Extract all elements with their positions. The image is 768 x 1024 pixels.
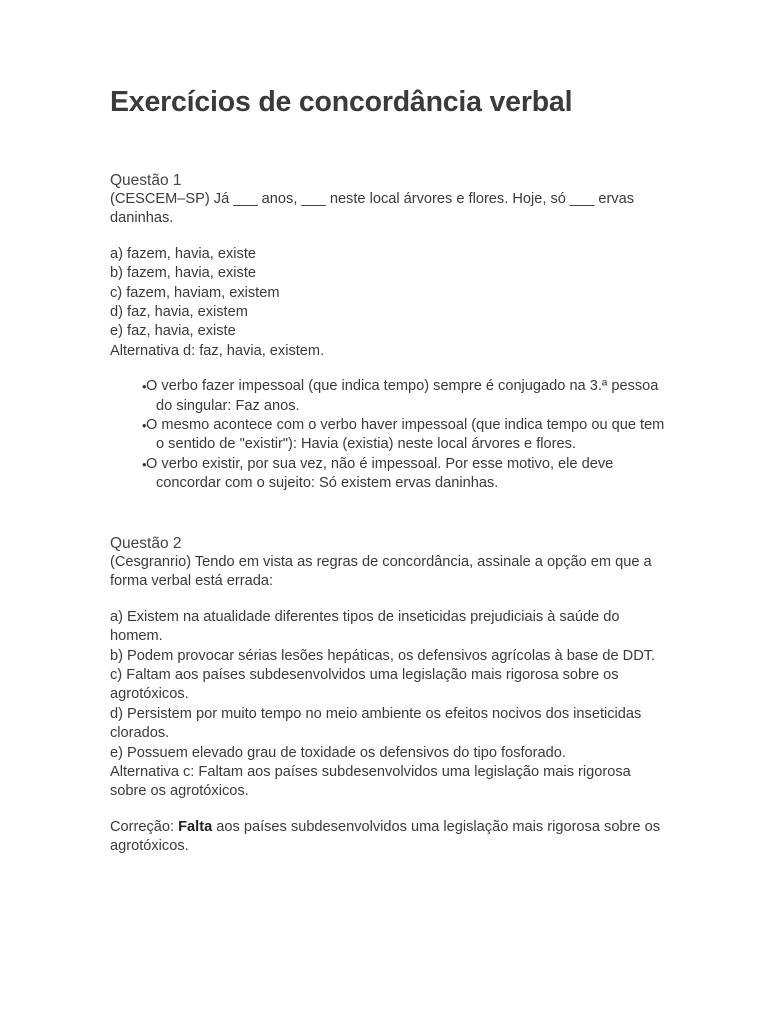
question-2-option-a: a) Existem na atualidade diferentes tipos de inseticidas prejudiciais à saúde do homem. <box>110 608 620 645</box>
question-2 <box>110 534 670 857</box>
question-2-prompt: (Cesgranrio) Tendo em vista as regras de concordância, assinale a opção em que a forma verbal está errada: <box>110 554 652 590</box>
question-1-prompt: (CESCEM–SP) Já ___ anos, ___ neste local árvores e flores. Hoje, só ___ ervas daninhas. <box>110 191 635 227</box>
correction-label: Correção: <box>110 818 175 835</box>
question-2-option-c: c) Faltam aos países subdesenvolvidos uma legislação mais rigorosa sobre os agrotóxicos. <box>110 667 619 703</box>
explanation-bullet: • O mesmo acontece com o verbo haver impessoal (que indica tempo ou que tem o sentido de "existir"): Havia (existia) neste local árvores e flores. <box>110 416 670 455</box>
question-2-option-e: e) Possuem elevado grau de toxidade os defensivos do tipo fosforado. <box>110 744 566 761</box>
question-1-option-d: d) faz, havia, existem <box>110 304 248 321</box>
correction-bold-word: Falta <box>178 818 213 835</box>
question-1-option-b: b) fazem, havia, existe <box>110 265 257 282</box>
explanation-bullet: • O verbo fazer impessoal (que indica tempo) sempre é conjugado na 3.ª pessoa do singular: Faz anos. <box>110 377 670 416</box>
page-title: Exercícios de concordância verbal <box>110 86 573 118</box>
explanation-bullet: • O verbo existir, por sua vez, não é impessoal. Por esse motivo, ele deve concordar com o sujeito: Só existem ervas daninhas. <box>110 455 670 494</box>
question-1-option-e: e) faz, havia, existe <box>110 323 236 340</box>
question-1-option-a: a) fazem, havia, existe <box>110 245 257 262</box>
question-1-explanation-list <box>110 377 670 493</box>
question-2-answer: Alternativa c: Faltam aos países subdesenvolvidos uma legislação mais rigorosa sobre os agrotóxicos. <box>110 764 631 800</box>
question-2-option-b: b) Podem provocar sérias lesões hepáticas, os defensivos agrícolas à base de DDT. <box>110 647 656 664</box>
question-2-correction <box>110 818 670 857</box>
question-1-option-c: c) fazem, haviam, existem <box>110 284 280 301</box>
question-2-heading: Questão 2 <box>110 535 182 552</box>
correction-text: aos países subdesenvolvidos uma legislação mais rigorosa sobre os agrotóxicos. <box>110 818 660 855</box>
question-1-heading: Questão 1 <box>110 172 182 189</box>
question-1-answer: Alternativa d: faz, havia, existem. <box>110 342 325 359</box>
question-2-option-d: d) Persistem por muito tempo no meio ambiente os efeitos nocivos dos inseticidas clorados. <box>110 705 642 742</box>
question-1 <box>110 171 670 494</box>
